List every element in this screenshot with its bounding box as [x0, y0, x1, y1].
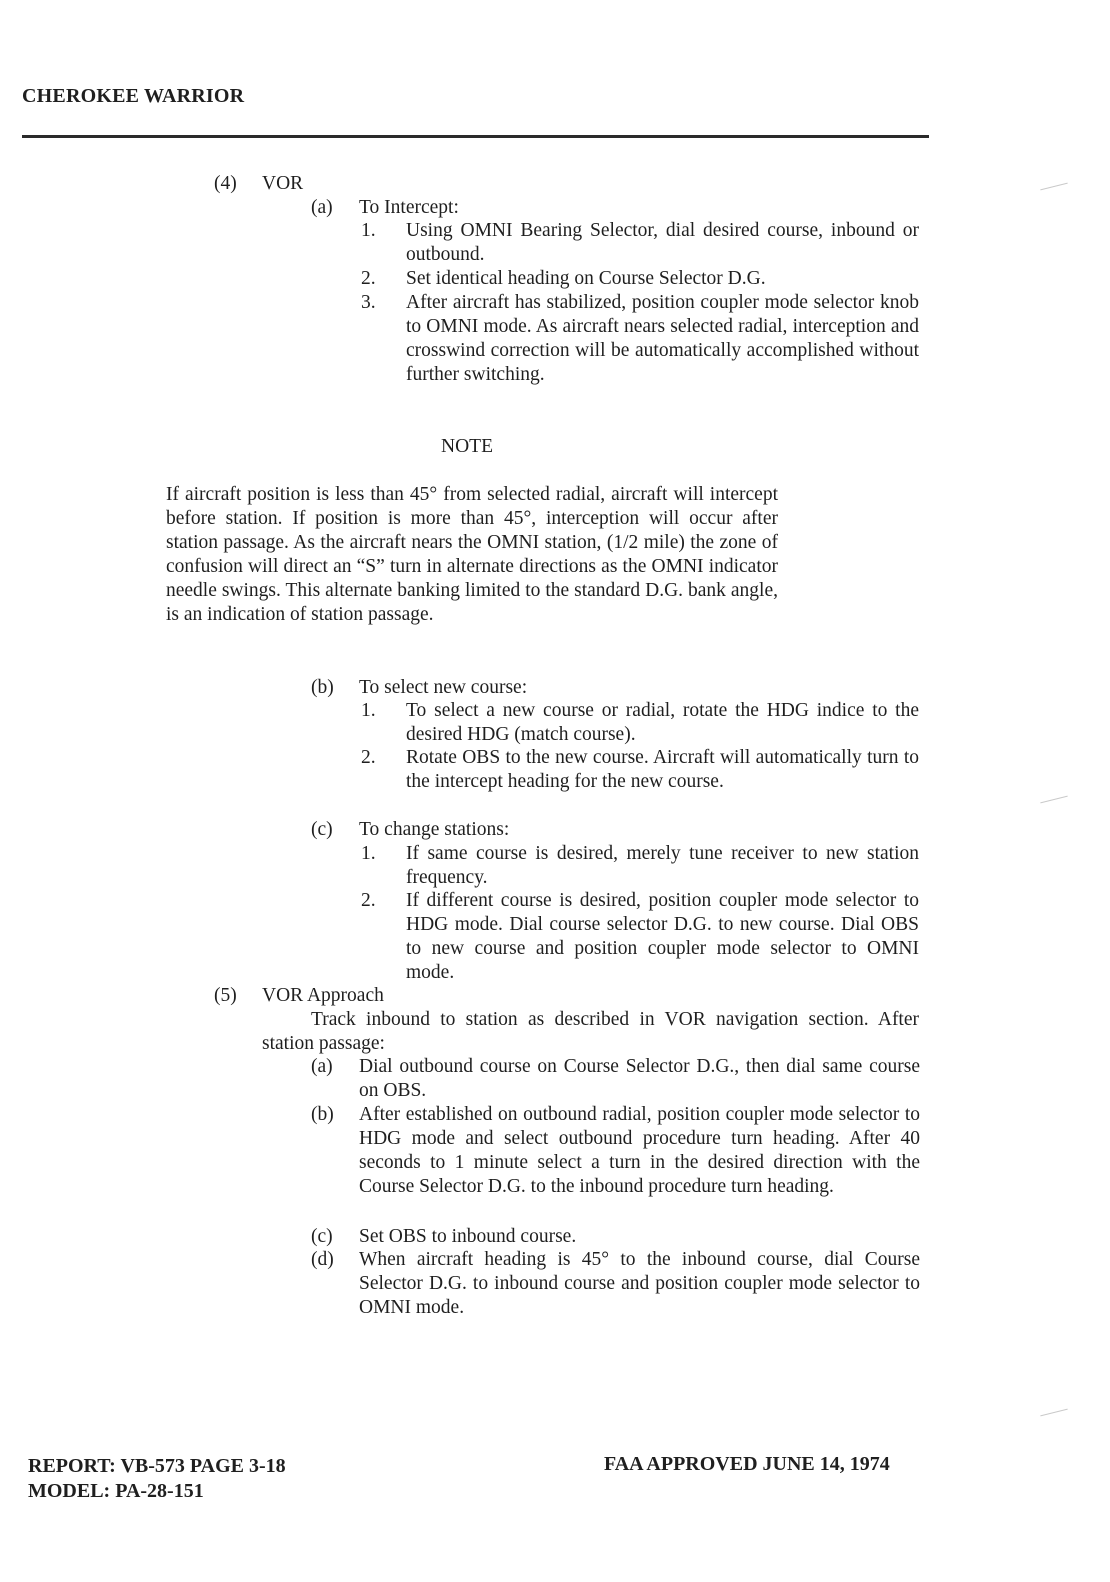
subsection-title: To Intercept:: [359, 197, 459, 218]
list-item-text: Using OMNI Bearing Selector, dial desired course, inbound or outbound.: [406, 220, 919, 265]
subsection-label: (c): [311, 1226, 333, 1247]
section-number: (4): [214, 173, 237, 194]
list-item-number: 2.: [361, 747, 376, 768]
subsection-label: (d): [311, 1249, 334, 1270]
list-item-text: If different course is desired, position coupler mode selector to HDG mode. Dial course selector D.G. to new course. Dial OBS to new course and position coupler mode selector to OMNI mode.: [406, 890, 919, 983]
approach-step-text: Dial outbound course on Course Selector D.G., then dial same course on OBS.: [359, 1056, 920, 1101]
section-title: VOR Approach: [262, 985, 384, 1006]
list-item-text: To select a new course or radial, rotate the HDG indice to the desired HDG (match course).: [406, 700, 919, 745]
page-header-title: CHEROKEE WARRIOR: [22, 85, 245, 107]
margin-mark: [1040, 1409, 1067, 1417]
list-item-text: If same course is desired, merely tune receiver to new station frequency.: [406, 843, 919, 888]
section-number: (5): [214, 985, 237, 1006]
subsection-label: (a): [311, 197, 333, 218]
list-item-text: Rotate OBS to the new course. Aircraft will automatically turn to the intercept heading for the new course.: [406, 747, 919, 792]
list-item-number: 1.: [361, 700, 376, 721]
list-item-number: 1.: [361, 843, 376, 864]
list-item-number: 2.: [361, 268, 376, 289]
note-heading: NOTE: [441, 436, 493, 457]
subsection-title: To change stations:: [359, 819, 510, 840]
list-item-number: 3.: [361, 292, 376, 313]
margin-mark: [1040, 796, 1067, 804]
list-item-number: 2.: [361, 890, 376, 911]
footer-report: REPORT: VB-573 PAGE 3-18: [28, 1455, 286, 1477]
approach-step-text: After established on outbound radial, position coupler mode selector to HDG mode and select outbound procedure turn heading. After 40 seconds to 1 minute select a turn in the desired direction with the Course Selector D.G. to the inbound procedure turn heading.: [359, 1104, 920, 1197]
list-item-number: 1.: [361, 220, 376, 241]
note-text: If aircraft position is less than 45° from selected radial, aircraft will intercept before station. If position is more than 45°, interception will occur after station passage. As the aircraft nears the OMNI station, (1/2 mile) the zone of confusion will direct an “S” turn in alternate directions as the OMNI indicator needle swings. This alternate banking limited to the standard D.G. bank angle, is an indication of station passage.: [166, 484, 778, 625]
list-item-text: After aircraft has stabilized, position coupler mode selector knob to OMNI mode. As aircraft nears selected radial, interception and crosswind correction will be automatically accomplished without further switching.: [406, 292, 919, 385]
list-item-text: Set identical heading on Course Selector D.G.: [406, 268, 766, 289]
approach-step-text: When aircraft heading is 45° to the inbound course, dial Course Selector D.G. to inbound course and position coupler mode selector to OMNI mode.: [359, 1249, 920, 1318]
subsection-label: (b): [311, 1104, 334, 1125]
subsection-title: To select new course:: [359, 677, 528, 698]
header-divider: [22, 135, 929, 138]
approach-intro: Track inbound to station as described in VOR navigation section. After station passage:: [262, 1009, 919, 1054]
footer-model: MODEL: PA-28-151: [28, 1480, 204, 1502]
subsection-label: (b): [311, 677, 334, 698]
footer-approval: FAA APPROVED JUNE 14, 1974: [604, 1453, 890, 1475]
approach-step-text: Set OBS to inbound course.: [359, 1226, 577, 1247]
subsection-label: (c): [311, 819, 333, 840]
subsection-label: (a): [311, 1056, 333, 1077]
section-title: VOR: [262, 173, 304, 194]
margin-mark: [1040, 183, 1067, 191]
